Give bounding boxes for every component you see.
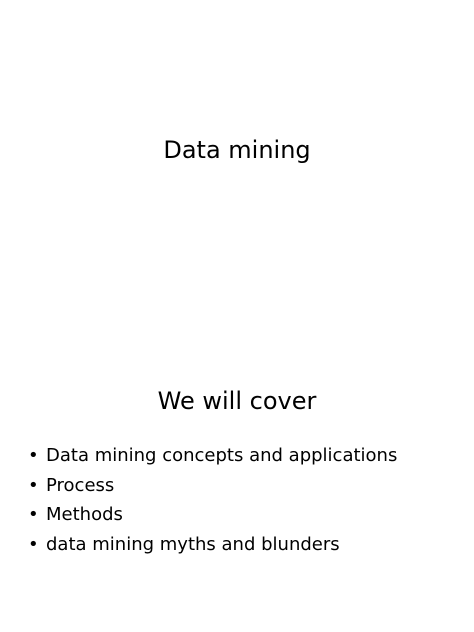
bullet-item	[28, 530, 397, 560]
bullet-icon: •	[28, 504, 39, 525]
bullet-icon: •	[28, 533, 39, 555]
slide-title: We will cover	[157, 387, 317, 415]
bullet-text: Data mining concepts and applications	[46, 445, 398, 466]
bullet-list	[28, 441, 397, 559]
bullet-item	[28, 500, 397, 530]
bullet-text: Methods	[46, 504, 123, 525]
bullet-icon: •	[28, 474, 39, 496]
bullet-text: Process	[46, 474, 115, 496]
bullet-item	[28, 441, 397, 471]
bullet-icon: •	[28, 445, 39, 466]
bullet-item	[28, 471, 397, 501]
slide-title: Data mining	[163, 136, 311, 164]
bullet-text: data mining myths and blunders	[46, 533, 340, 555]
slide-agenda	[0, 316, 474, 632]
